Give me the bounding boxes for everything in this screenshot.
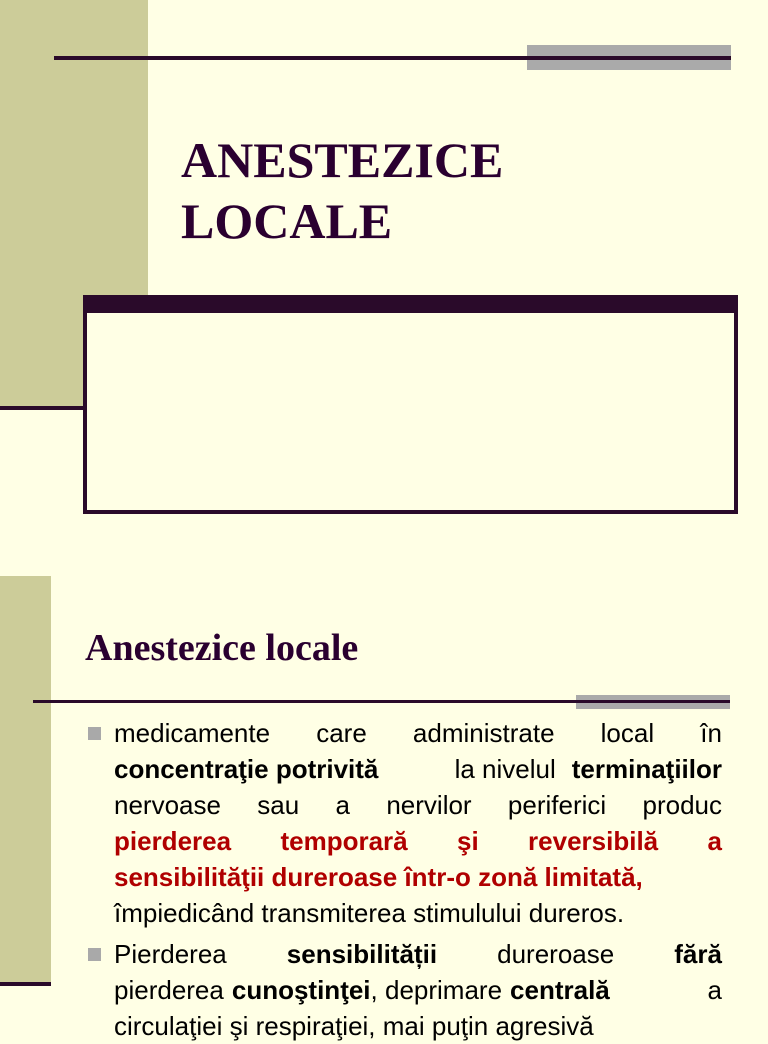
bullet-line-highlight: pierderea temporară şi reversibilă a bbox=[114, 826, 722, 856]
bullet-line-highlight: sensibilităţii dureroase într-o zonă limitată, bbox=[114, 862, 643, 892]
bullet-line: circulaţiei şi respiraţiei, mai puţin agresivă bbox=[114, 1011, 594, 1041]
bullet-line: concentraţie potrivită la nivelul terminaţiilor bbox=[114, 754, 722, 784]
slide-title bbox=[181, 130, 503, 252]
bullet-marker bbox=[88, 727, 101, 740]
content-rule-overlay bbox=[576, 700, 730, 703]
title-line-2: LOCALE bbox=[181, 193, 393, 249]
title-line-1: ANESTEZICE bbox=[181, 132, 504, 188]
left-rule bbox=[0, 982, 51, 986]
bullet-line: pierderea cunoştinţei , deprimare centrală a bbox=[114, 975, 722, 1005]
content-title: Anestezice locale bbox=[85, 627, 359, 669]
bullet-line: nervoase sau a nervilor periferici produc bbox=[114, 790, 722, 820]
sidebar-decoration bbox=[0, 576, 51, 984]
bullet-line: medicamente care administrate local în bbox=[114, 718, 722, 748]
bullet-line: Pierderea sensibilității dureroase fără bbox=[114, 939, 722, 969]
bullet-marker bbox=[88, 948, 101, 961]
left-rule bbox=[0, 406, 86, 410]
subtitle-box bbox=[83, 295, 738, 514]
top-rule-overlay bbox=[527, 56, 731, 60]
bullet-line: împiedicând transmiterea stimulului dureros. bbox=[114, 898, 625, 928]
